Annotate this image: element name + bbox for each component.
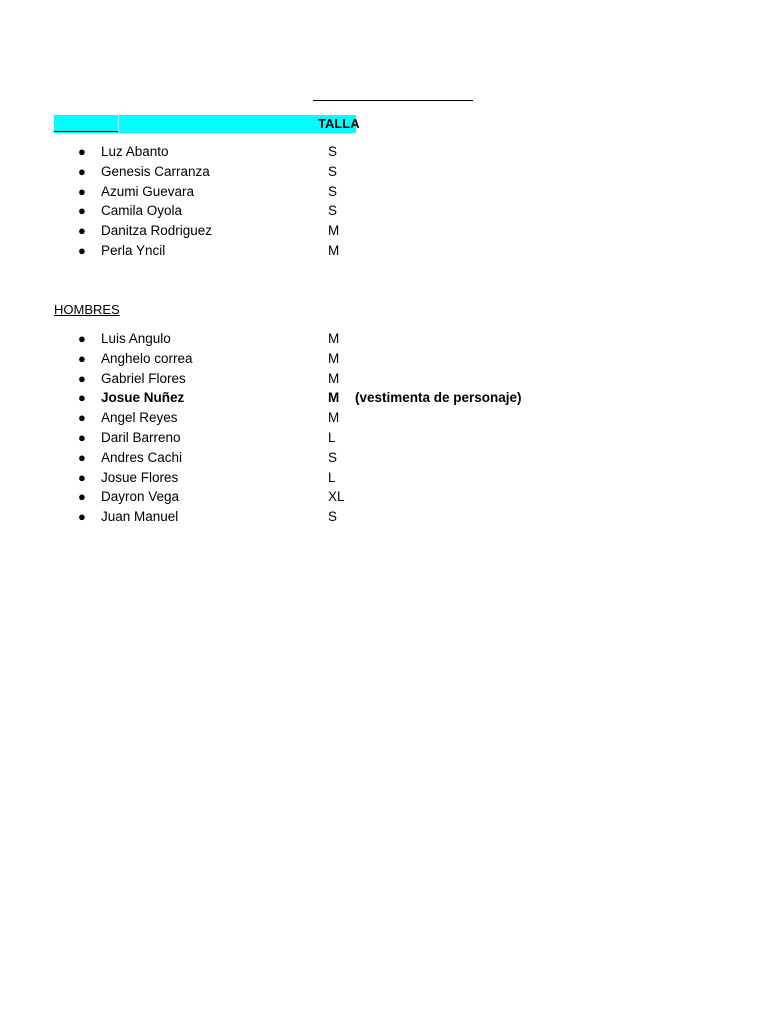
- list-item: [0, 184, 768, 204]
- person-name: Andres Cachi: [101, 449, 183, 465]
- bullet-icon: ●: [78, 331, 86, 346]
- person-name: Josue Nuñez: [101, 390, 185, 406]
- size-note: (vestimenta de personaje): [355, 390, 522, 406]
- list-item: [0, 223, 768, 243]
- person-name: Angel Reyes: [101, 410, 178, 426]
- size-value: L: [328, 469, 336, 485]
- table-header: [54, 115, 360, 133]
- size-value: S: [328, 144, 338, 159]
- bullet-icon: ●: [78, 242, 86, 258]
- list-item: [0, 144, 768, 164]
- list-item: [0, 390, 768, 410]
- list-item: [0, 203, 768, 223]
- bullet-icon: ●: [78, 183, 86, 199]
- women-list: [0, 144, 768, 263]
- bullet-icon: ●: [78, 509, 86, 525]
- men-list: [0, 331, 768, 529]
- person-name: Azumi Guevara: [101, 183, 195, 199]
- bullet-icon: ●: [78, 449, 86, 465]
- list-item: [0, 450, 768, 470]
- bullet-icon: ●: [78, 429, 86, 445]
- person-name: Camila Oyola: [101, 203, 183, 219]
- bullet-icon: ●: [78, 223, 86, 239]
- size-value: M: [328, 410, 340, 426]
- person-name: Gabriel Flores: [101, 370, 186, 386]
- person-name: Daril Barreno: [101, 429, 181, 445]
- bullet-icon: ●: [78, 489, 86, 505]
- size-value: XL: [328, 489, 345, 505]
- size-value: M: [328, 390, 340, 406]
- size-value: S: [328, 203, 338, 219]
- list-item: [0, 164, 768, 184]
- size-value: L: [328, 429, 336, 445]
- list-item: [0, 243, 768, 263]
- list-item: [0, 410, 768, 430]
- list-item: [0, 470, 768, 490]
- size-column-header: TALLA: [318, 116, 360, 131]
- name-column-header: [54, 115, 118, 132]
- person-name: Luis Angulo: [101, 331, 171, 346]
- size-value: S: [328, 449, 338, 465]
- size-value: S: [328, 183, 338, 199]
- size-value: S: [328, 509, 338, 525]
- title-underline: [313, 100, 473, 101]
- size-value: M: [328, 370, 340, 386]
- person-name: Perla Yncil: [101, 242, 166, 258]
- list-item: [0, 351, 768, 371]
- person-name: Anghelo correa: [101, 350, 193, 366]
- person-name: Dayron Vega: [101, 489, 180, 505]
- person-name: Juan Manuel: [101, 509, 179, 525]
- size-value: M: [328, 223, 340, 239]
- bullet-icon: ●: [78, 390, 86, 406]
- person-name: Danitza Rodriguez: [101, 223, 213, 239]
- list-item: [0, 509, 768, 529]
- bullet-icon: ●: [78, 410, 86, 426]
- column-divider: [118, 115, 119, 133]
- bullet-icon: ●: [78, 350, 86, 366]
- size-value: M: [328, 242, 340, 258]
- person-name: Genesis Carranza: [101, 163, 210, 179]
- list-item: [0, 331, 768, 351]
- list-item: [0, 489, 768, 509]
- bullet-icon: ●: [78, 370, 86, 386]
- bullet-icon: ●: [78, 163, 86, 179]
- size-value: M: [328, 350, 340, 366]
- list-item: [0, 371, 768, 391]
- bullet-icon: ●: [78, 469, 86, 485]
- person-name: Luz Abanto: [101, 144, 169, 159]
- men-section-heading: HOMBRES: [54, 302, 120, 317]
- size-value: M: [328, 331, 340, 346]
- list-item: [0, 430, 768, 450]
- bullet-icon: ●: [78, 203, 86, 219]
- bullet-icon: ●: [78, 144, 86, 159]
- size-value: S: [328, 163, 338, 179]
- person-name: Josue Flores: [101, 469, 179, 485]
